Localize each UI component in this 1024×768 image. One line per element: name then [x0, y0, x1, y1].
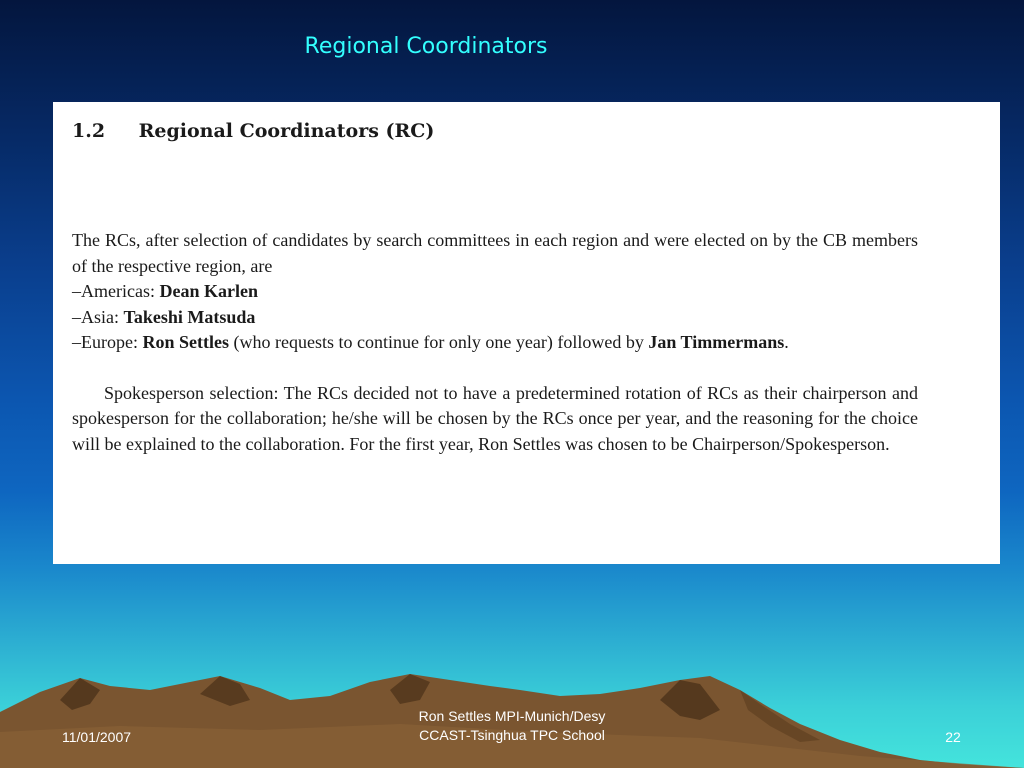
sentence-end: .: [784, 332, 789, 352]
region-label: –Asia:: [72, 306, 124, 327]
page-number: 22: [945, 729, 961, 745]
coordinator-europe: [72, 332, 789, 352]
footer-date: 11/01/2007: [62, 729, 132, 745]
region-label: –Americas:: [72, 281, 160, 301]
region-label: –Europe:: [72, 332, 143, 352]
footer-event: CCAST-Tsinghua TPC School: [419, 727, 605, 743]
document-excerpt: [53, 102, 1000, 564]
slide-title: Regional Coordinators: [304, 34, 548, 59]
document-body: [72, 228, 918, 457]
footer-credits: [362, 707, 662, 745]
footer-author: Ron Settles MPI-Munich/Desy: [418, 708, 606, 724]
coordinator-name: Ron Settles: [142, 332, 229, 352]
section-heading: [72, 120, 434, 142]
coordinator-name: Dean Karlen: [159, 281, 258, 301]
successor-name: Jan Timmermans: [648, 332, 785, 352]
coordinator-americas: [72, 281, 258, 301]
europe-note: (who requests to continue for only one year) followed by: [228, 332, 649, 352]
spokesperson-text: Spokesperson selection: The RCs decided not to have a predetermined rotation of RCs as their chairperson and spokesperson for the collaboration; he/she will be chosen by the RCs once per year, and the reasoning for the choice will be explained to the collaboration. For the first year, Ron Settles was chosen to be Chairperson/Spokesperson.: [72, 382, 918, 454]
intro-paragraph: [72, 228, 918, 356]
coordinator-name: Takeshi Matsuda: [123, 306, 256, 327]
intro-text: The RCs, after selection of candidates by search committees in each region and were elected on by the CB members of the respective region, are: [72, 230, 918, 276]
section-title: Regional Coordinators (RC): [138, 120, 435, 142]
spokesperson-paragraph: [72, 381, 918, 458]
section-number: 1.2: [72, 120, 106, 142]
coordinator-asia: [72, 307, 255, 327]
